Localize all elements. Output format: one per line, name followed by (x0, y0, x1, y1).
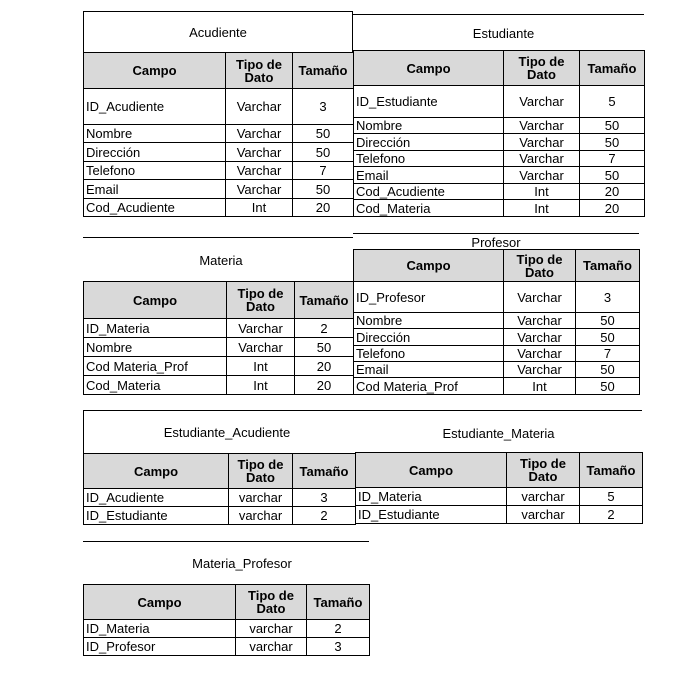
cell-tamano: 50 (580, 134, 645, 151)
cell-tamano: 50 (293, 143, 354, 162)
cell-tamano: 2 (307, 620, 370, 638)
table-top-rule (83, 410, 355, 411)
header-campo: Campo (354, 250, 504, 282)
cell-campo: Telefono (354, 346, 504, 362)
cell-tipo: varchar (507, 506, 580, 524)
cell-tipo: Int (227, 357, 295, 376)
cell-campo: Email (354, 167, 504, 184)
table-row (354, 151, 645, 167)
cell-campo: ID_Materia (84, 620, 236, 638)
table-title-acudiente: Acudiente (189, 25, 247, 40)
header-tamano: Tamaño (580, 453, 643, 488)
cell-tipo: Varchar (226, 89, 293, 125)
cell-campo: Cod_Acudiente (84, 199, 226, 217)
table-row (354, 378, 640, 395)
table-profesor (353, 249, 640, 395)
cell-tamano: 3 (307, 638, 370, 656)
cell-tipo: Varchar (504, 329, 576, 346)
table-row (84, 338, 354, 357)
cell-campo: ID_Profesor (354, 282, 504, 313)
cell-tipo: Int (226, 199, 293, 217)
header-campo: Campo (84, 53, 226, 89)
cell-tipo: Varchar (227, 319, 295, 338)
cell-campo: Cod Materia_Prof (84, 357, 227, 376)
cell-tipo: Int (504, 200, 580, 217)
cell-tipo: Varchar (504, 134, 580, 151)
cell-tipo: Varchar (504, 86, 580, 118)
cell-tamano: 3 (293, 489, 356, 507)
cell-tipo: Int (504, 378, 576, 395)
cell-tamano: 50 (576, 362, 640, 378)
cell-campo: Cod_Materia (84, 376, 227, 395)
table-row (84, 357, 354, 376)
table-row (84, 125, 354, 143)
cell-campo: Dirección (354, 329, 504, 346)
table-row (354, 184, 645, 200)
cell-campo: ID_Estudiante (356, 506, 507, 524)
cell-tamano: 20 (295, 376, 354, 395)
table-estudiante-materia (355, 452, 643, 524)
cell-campo: Cod_Materia (354, 200, 504, 217)
table-row (84, 162, 354, 180)
cell-tipo: Varchar (504, 118, 580, 134)
cell-tamano: 2 (293, 507, 356, 525)
cell-campo: Dirección (354, 134, 504, 151)
cell-tamano: 50 (576, 313, 640, 329)
table-row (354, 134, 645, 151)
table-row (84, 489, 356, 507)
cell-tamano: 2 (580, 506, 643, 524)
header-tipo-de-dato: Tipo de Dato (504, 250, 576, 282)
cell-tamano: 50 (576, 329, 640, 346)
table-top-rule (83, 11, 353, 12)
cell-campo: ID_Acudiente (84, 489, 229, 507)
cell-tipo: Varchar (227, 338, 295, 357)
cell-tipo: Varchar (504, 151, 580, 167)
table-title-estudiante: Estudiante (472, 26, 535, 41)
cell-campo: Nombre (354, 118, 504, 134)
header-tamano: Tamaño (576, 250, 640, 282)
table-row (354, 313, 640, 329)
header-tipo-de-dato: Tipo de Dato (236, 585, 307, 620)
table-top-rule (353, 233, 639, 234)
cell-tipo: Varchar (226, 125, 293, 143)
cell-tamano: 50 (293, 125, 354, 143)
cell-campo: Email (84, 180, 226, 199)
table-estudiante (353, 50, 645, 217)
cell-tamano: 3 (576, 282, 640, 313)
header-tamano: Tamaño (307, 585, 370, 620)
table-row (84, 180, 354, 199)
cell-campo: Telefono (354, 151, 504, 167)
cell-tamano: 20 (293, 199, 354, 217)
table-row (354, 200, 645, 217)
cell-tamano: 5 (580, 488, 643, 506)
cell-tamano: 50 (293, 180, 354, 199)
cell-tipo: varchar (229, 489, 293, 507)
cell-campo: ID_Profesor (84, 638, 236, 656)
table-row (84, 620, 370, 638)
cell-tamano: 20 (580, 200, 645, 217)
cell-tipo: varchar (507, 488, 580, 506)
table-row (84, 638, 370, 656)
table-row (354, 346, 640, 362)
table-row (84, 319, 354, 338)
table-title-estudiante-acudiente: Estudiante_Acudiente (163, 425, 291, 440)
header-tipo-de-dato: Tipo de Dato (504, 51, 580, 86)
table-title-estudiante-materia: Estudiante_Materia (442, 426, 555, 441)
cell-tipo: varchar (229, 507, 293, 525)
header-campo: Campo (84, 454, 229, 489)
cell-tamano: 7 (293, 162, 354, 180)
cell-tipo: Varchar (504, 282, 576, 313)
table-materia (83, 281, 354, 395)
cell-tamano: 7 (576, 346, 640, 362)
table-row (354, 282, 640, 313)
cell-campo: ID_Materia (84, 319, 227, 338)
cell-tipo: Varchar (226, 162, 293, 180)
cell-tamano: 20 (580, 184, 645, 200)
cell-campo: ID_Acudiente (84, 89, 226, 125)
table-top-rule (83, 541, 369, 542)
cell-tipo: Int (227, 376, 295, 395)
header-campo: Campo (354, 51, 504, 86)
cell-campo: Dirección (84, 143, 226, 162)
cell-campo: Telefono (84, 162, 226, 180)
cell-campo: Cod Materia_Prof (354, 378, 504, 395)
cell-tamano: 7 (580, 151, 645, 167)
cell-tipo: Varchar (504, 346, 576, 362)
header-tipo-de-dato: Tipo de Dato (227, 282, 295, 319)
header-campo: Campo (84, 282, 227, 319)
cell-tipo: Varchar (226, 180, 293, 199)
table-row (354, 86, 645, 118)
header-tamano: Tamaño (295, 282, 354, 319)
cell-tipo: Varchar (504, 362, 576, 378)
cell-tamano: 50 (576, 378, 640, 395)
table-row (354, 329, 640, 346)
header-tamano: Tamaño (580, 51, 645, 86)
header-campo: Campo (84, 585, 236, 620)
table-title-materia: Materia (199, 253, 243, 268)
table-row (356, 506, 643, 524)
table-top-rule (83, 237, 353, 238)
cell-tipo: varchar (236, 638, 307, 656)
cell-tipo: Int (504, 184, 580, 200)
cell-campo: ID_Estudiante (84, 507, 229, 525)
header-tipo-de-dato: Tipo de Dato (229, 454, 293, 489)
cell-campo: ID_Materia (356, 488, 507, 506)
cell-tamano: 50 (295, 338, 354, 357)
header-tamano: Tamaño (293, 454, 356, 489)
table-top-rule (353, 14, 644, 15)
table-row (84, 143, 354, 162)
cell-tamano: 50 (580, 118, 645, 134)
cell-tamano: 20 (295, 357, 354, 376)
table-row (354, 118, 645, 134)
cell-campo: Nombre (354, 313, 504, 329)
table-row (84, 376, 354, 395)
table-row (84, 199, 354, 217)
header-tipo-de-dato: Tipo de Dato (507, 453, 580, 488)
table-estudiante-acudiente (83, 453, 356, 525)
table-title-materia-profesor: Materia_Profesor (192, 556, 292, 571)
cell-tipo: Varchar (504, 313, 576, 329)
table-row (354, 167, 645, 184)
cell-campo: ID_Estudiante (354, 86, 504, 118)
table-row (84, 89, 354, 125)
cell-tipo: varchar (236, 620, 307, 638)
header-tamano: Tamaño (293, 53, 354, 89)
table-materia-profesor (83, 584, 370, 656)
cell-tamano: 3 (293, 89, 354, 125)
table-top-rule (355, 410, 642, 411)
table-row (356, 488, 643, 506)
table-title-profesor: Profesor (471, 235, 521, 250)
cell-tamano: 50 (580, 167, 645, 184)
table-acudiente (83, 52, 354, 217)
cell-tipo: Varchar (226, 143, 293, 162)
cell-campo: Nombre (84, 338, 227, 357)
cell-tipo: Varchar (504, 167, 580, 184)
table-row (354, 362, 640, 378)
cell-campo: Cod_Acudiente (354, 184, 504, 200)
table-row (84, 507, 356, 525)
header-campo: Campo (356, 453, 507, 488)
cell-tamano: 5 (580, 86, 645, 118)
header-tipo-de-dato: Tipo de Dato (226, 53, 293, 89)
cell-tamano: 2 (295, 319, 354, 338)
cell-campo: Email (354, 362, 504, 378)
cell-campo: Nombre (84, 125, 226, 143)
